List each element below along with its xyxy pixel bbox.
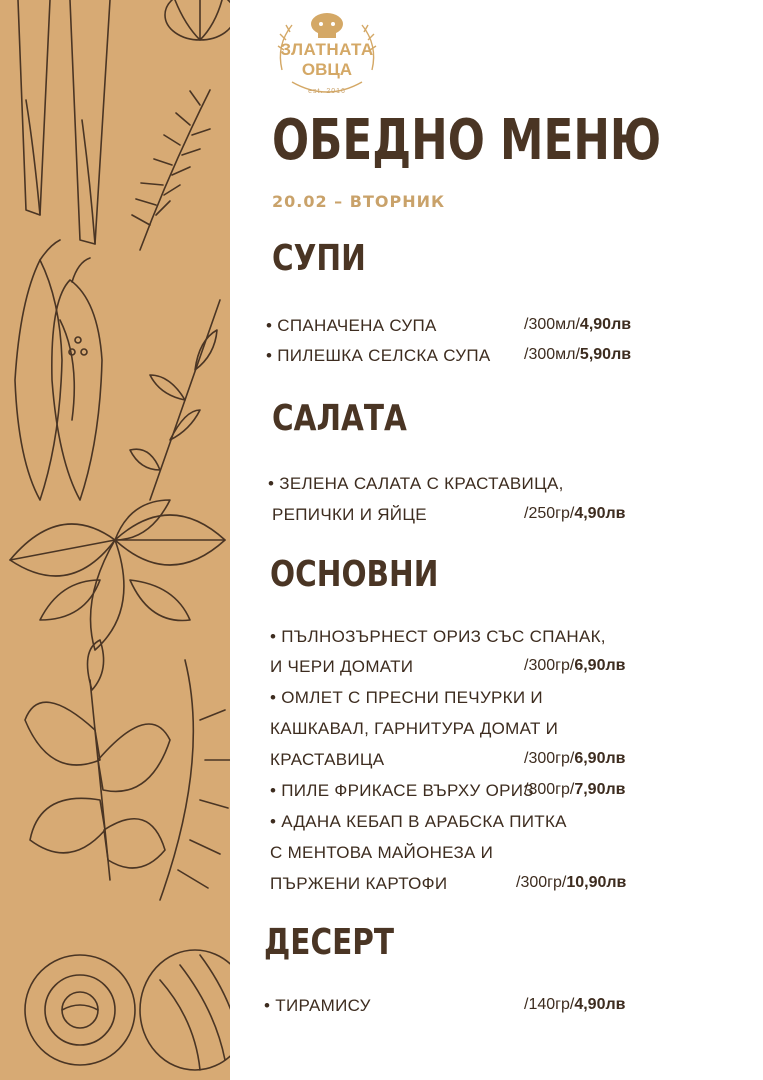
vegetable-illustration (0, 0, 230, 1080)
menu-item-price: /300мл/4,90лв (524, 316, 632, 333)
menu-item-line: • СПАНАЧЕНА СУПА (266, 316, 437, 335)
menu-item-line: РЕПИЧКИ И ЯЙЦЕ (272, 505, 427, 524)
menu-item-price: /300гр/6,90лв (524, 750, 626, 767)
menu-item-price: /300гр/7,90лв (524, 781, 626, 798)
menu-item-line: КРАСТАВИЦА (270, 750, 385, 769)
menu-item-line: • ПИЛЕШКА СЕЛСКА СУПА (266, 346, 491, 365)
section-title-dessert: ДЕСЕРТ (264, 922, 395, 963)
page-title: ОБЕДНО МЕНЮ (272, 108, 662, 173)
menu-item-line: • АДАНА КЕБАП В АРАБСКА ПИТКА (270, 812, 567, 831)
decorative-sidebar (0, 0, 230, 1080)
menu-item-line: • ОМЛЕТ С ПРЕСНИ ПЕЧУРКИ И (270, 688, 543, 707)
menu-item-price: /300гр/10,90лв (516, 874, 627, 891)
logo-line-2: ОВЦА (301, 60, 353, 79)
menu-item-line: С МЕНТОВА МАЙОНЕЗА И (270, 843, 494, 862)
logo-line-1: ЗЛАТНАТА (280, 40, 374, 59)
section-title-salad: САЛАТА (272, 398, 407, 439)
logo-est: est. 2016 (308, 88, 346, 95)
section-title-soups: СУПИ (272, 238, 366, 279)
restaurant-logo (272, 10, 382, 102)
menu-item-price: /250гр/4,90лв (524, 505, 626, 522)
menu-item-price: /300мл/5,90лв (524, 346, 632, 363)
menu-item-line: КАШКАВАЛ, ГАРНИТУРА ДОМАТ И (270, 719, 559, 738)
menu-date: 20.02 – ВТОРНИК (272, 192, 446, 211)
menu-item-line: И ЧЕРИ ДОМАТИ (270, 657, 414, 676)
menu-item-line: • ЗЕЛЕНА САЛАТА С КРАСТАВИЦА, (268, 474, 564, 493)
menu-item-line: • ТИРАМИСУ (264, 996, 371, 1015)
menu-content (230, 0, 763, 1080)
menu-item-line: ПЪРЖЕНИ КАРТОФИ (270, 874, 448, 893)
menu-item-line: • ПИЛЕ ФРИКАСЕ ВЪРХУ ОРИЗ (270, 781, 534, 800)
menu-item-price: /140гр/4,90лв (524, 996, 626, 1013)
menu-item-line: • ПЪЛНОЗЪРНЕСТ ОРИЗ СЪС СПАНАК, (270, 627, 606, 646)
menu-item-price: /300гр/6,90лв (524, 657, 626, 674)
section-title-mains: ОСНОВНИ (270, 554, 439, 595)
